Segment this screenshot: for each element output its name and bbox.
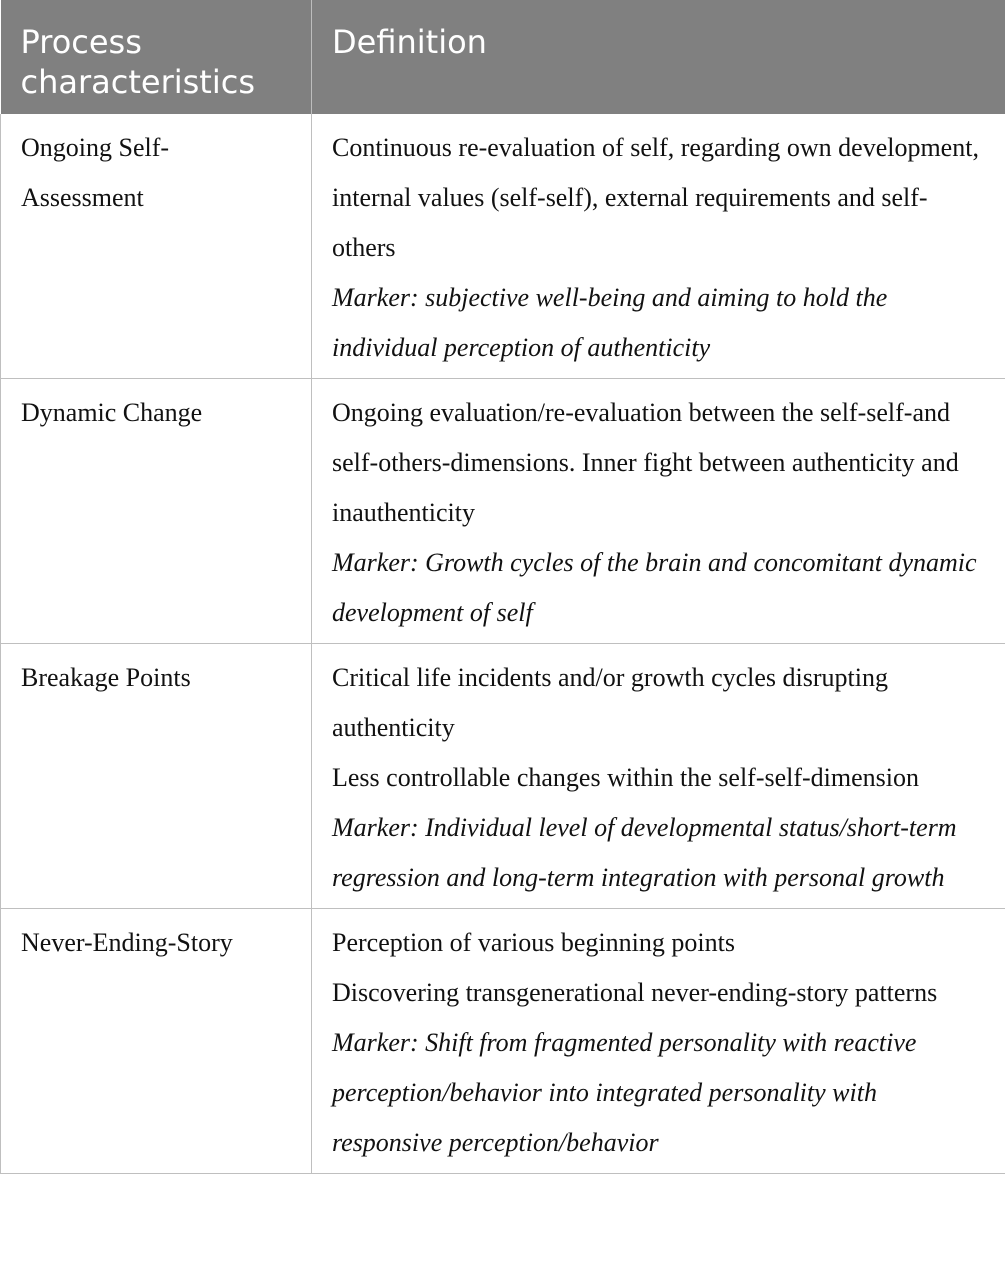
column-header-definition: Definition [312, 0, 1005, 114]
definition-text: Critical life incidents and/or growth cycles disrupting authenticity [332, 663, 888, 742]
definition-cell [312, 644, 1005, 909]
marker-text: Marker: Growth cycles of the brain and concomitant dynamic development of self [332, 548, 977, 627]
definition-cell [312, 909, 1005, 1174]
table-row [1, 644, 1005, 909]
table-header-row [1, 0, 1005, 114]
table-row [1, 909, 1005, 1174]
definition-cell [312, 379, 1005, 644]
table-row [1, 379, 1005, 644]
marker-text: Marker: subjective well-being and aiming to hold the individual perception of authenticity [332, 283, 888, 362]
characteristic-cell: Dynamic Change [1, 379, 312, 644]
marker-text: Marker: Individual level of developmental status/short-term regression and long-term integration with personal growth [332, 813, 957, 892]
column-header-process-characteristics: Process characteristics [1, 0, 312, 114]
marker-text: Marker: Shift from fragmented personality with reactive perception/behavior into integrated personality with responsive perception/behavior [332, 1028, 917, 1157]
definition-text: Ongoing evaluation/re-evaluation between the self-self-and self-others-dimensions. Inner fight between authenticity and inauthenticity [332, 398, 959, 527]
table-row [1, 114, 1005, 379]
definition-text: Perception of various beginning points [332, 928, 735, 957]
definition-text: Discovering transgenerational never-ending-story patterns [332, 978, 938, 1007]
definition-text: Continuous re-evaluation of self, regarding own development, internal values (self-self), external requirements and self-others [332, 133, 979, 262]
definition-text: Less controllable changes within the self-self-dimension [332, 763, 920, 792]
definition-cell [312, 114, 1005, 379]
characteristic-cell: Breakage Points [1, 644, 312, 909]
characteristic-cell: Ongoing Self-Assessment [1, 114, 312, 379]
characteristic-cell: Never-Ending-Story [1, 909, 312, 1174]
